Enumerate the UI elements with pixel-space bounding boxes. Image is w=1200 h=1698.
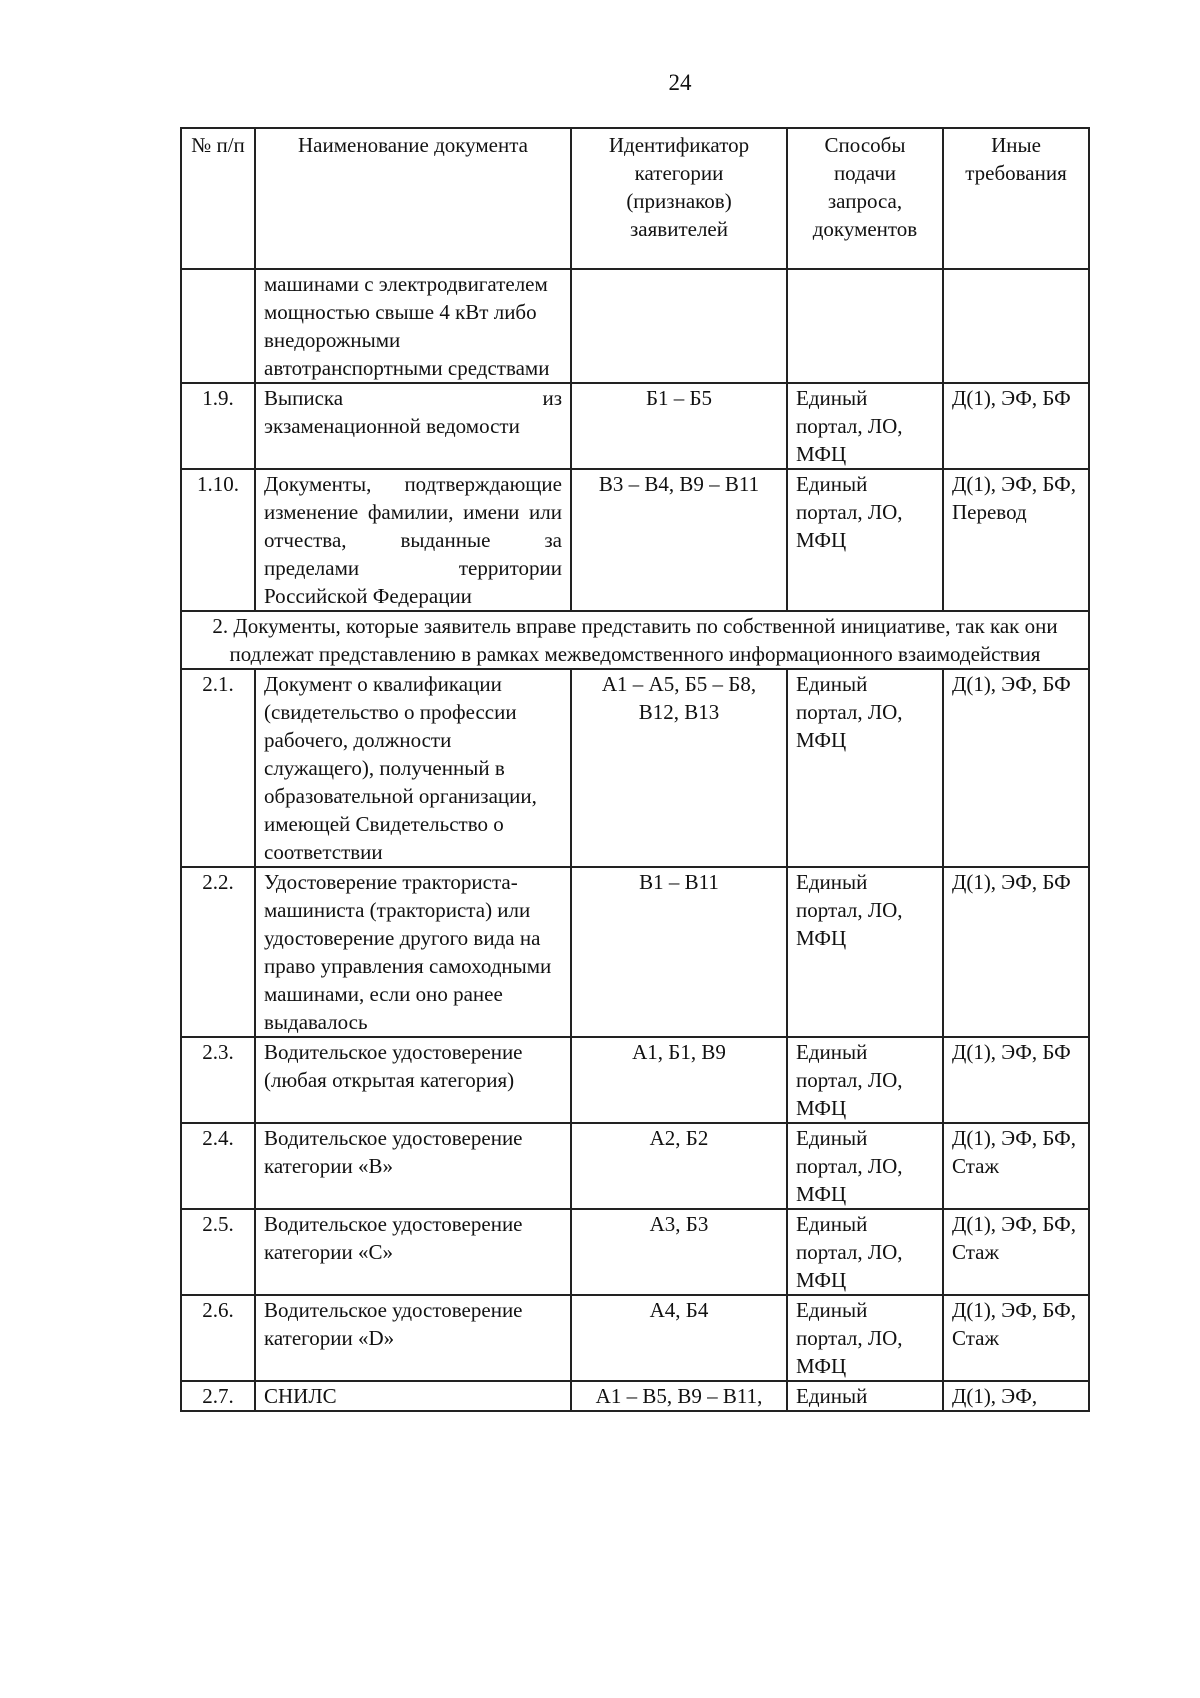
table-row (181, 1295, 1089, 1381)
row-category: А3, Б3 (571, 1209, 787, 1295)
row-other: Д(1), ЭФ, БФ (943, 1037, 1089, 1123)
row-num: 2.5. (181, 1209, 255, 1295)
row-other: Д(1), ЭФ, БФ (943, 867, 1089, 1037)
row-other: Д(1), ЭФ, БФ, Стаж (943, 1123, 1089, 1209)
page-number: 24 (668, 70, 692, 95)
row-document-name (255, 383, 571, 469)
header-category-id: Идентификатор категории (признаков) заявителей (571, 128, 787, 269)
row-methods: Единый портал, ЛО, МФЦ (787, 669, 943, 867)
table-row (181, 269, 1089, 383)
row-methods: Единый портал, ЛО, МФЦ (787, 383, 943, 469)
row-document-name: Документ о квалификации (свидетельство о профессии рабочего, должности служащего), полученный в образовательной организации, имеющей Свидетельство о соответствии (255, 669, 571, 867)
row-document-name: Водительское удостоверение категории «C» (255, 1209, 571, 1295)
row-category: В1 – В11 (571, 867, 787, 1037)
row-document-name: Водительское удостоверение категории «D» (255, 1295, 571, 1381)
row-category (571, 269, 787, 383)
row-methods (787, 269, 943, 383)
row-other: Д(1), ЭФ, БФ, Стаж (943, 1295, 1089, 1381)
row-category: А1 – А5, Б5 – Б8, В12, В13 (571, 669, 787, 867)
row-other: Д(1), ЭФ, (943, 1381, 1089, 1411)
header-num: № п/п (181, 128, 255, 269)
row-document-name: машинами с электродвигателем мощностью свыше 4 кВт либо внедорожными автотранспортными средствами (255, 269, 571, 383)
row-other: Д(1), ЭФ, БФ, Перевод (943, 469, 1089, 611)
row-num (181, 269, 255, 383)
table-row (181, 1209, 1089, 1295)
row-document-name-first-line: Выписка из (264, 386, 562, 410)
section-heading: 2. Документы, которые заявитель вправе представить по собственной инициативе, так как они подлежат представлению в рамках межведомственного информационного взаимодействия (181, 611, 1089, 669)
header-document-name: Наименование документа (255, 128, 571, 269)
row-num: 2.4. (181, 1123, 255, 1209)
row-methods: Единый портал, ЛО, МФЦ (787, 1037, 943, 1123)
table-row (181, 1123, 1089, 1209)
table-header-row (181, 128, 1089, 269)
row-category: В3 – В4, В9 – В11 (571, 469, 787, 611)
row-category: Б1 – Б5 (571, 383, 787, 469)
row-methods: Единый (787, 1381, 943, 1411)
row-document-name-rest: экзаменационной ведомости (264, 414, 520, 438)
row-document-name: Водительское удостоверение категории «B» (255, 1123, 571, 1209)
row-methods: Единый портал, ЛО, МФЦ (787, 867, 943, 1037)
table-row (181, 469, 1089, 611)
row-other (943, 269, 1089, 383)
header-submission-methods: Способы подачи запроса, документов (787, 128, 943, 269)
row-num: 1.10. (181, 469, 255, 611)
row-category: А1 – В5, В9 – В11, (571, 1381, 787, 1411)
row-num: 2.7. (181, 1381, 255, 1411)
row-num: 2.6. (181, 1295, 255, 1381)
row-category: А1, Б1, В9 (571, 1037, 787, 1123)
row-document-name: Удостоверение тракториста-машиниста (тракториста) или удостоверение другого вида на право управления самоходными машинами, если оно ранее выдавалось (255, 867, 571, 1037)
row-other: Д(1), ЭФ, БФ (943, 669, 1089, 867)
table-row (181, 1381, 1089, 1411)
row-num: 2.2. (181, 867, 255, 1037)
documents-table (180, 127, 1090, 1412)
row-category: А4, Б4 (571, 1295, 787, 1381)
row-document-name: Водительское удостоверение (любая открытая категория) (255, 1037, 571, 1123)
table-row (181, 1037, 1089, 1123)
row-category: А2, Б2 (571, 1123, 787, 1209)
row-num: 2.1. (181, 669, 255, 867)
row-methods: Единый портал, ЛО, МФЦ (787, 1123, 943, 1209)
table-row (181, 867, 1089, 1037)
row-methods: Единый портал, ЛО, МФЦ (787, 1295, 943, 1381)
row-methods: Единый портал, ЛО, МФЦ (787, 469, 943, 611)
row-num: 1.9. (181, 383, 255, 469)
section-row (181, 611, 1089, 669)
row-document-name: СНИЛС (255, 1381, 571, 1411)
row-document-name: Документы, подтверждающие изменение фамилии, имени или отчества, выданные за пределами территории Российской Федерации (255, 469, 571, 611)
table-row (181, 383, 1089, 469)
row-num: 2.3. (181, 1037, 255, 1123)
table-row (181, 669, 1089, 867)
header-other-requirements: Иные требования (943, 128, 1089, 269)
row-methods: Единый портал, ЛО, МФЦ (787, 1209, 943, 1295)
row-other: Д(1), ЭФ, БФ, Стаж (943, 1209, 1089, 1295)
row-other: Д(1), ЭФ, БФ (943, 383, 1089, 469)
